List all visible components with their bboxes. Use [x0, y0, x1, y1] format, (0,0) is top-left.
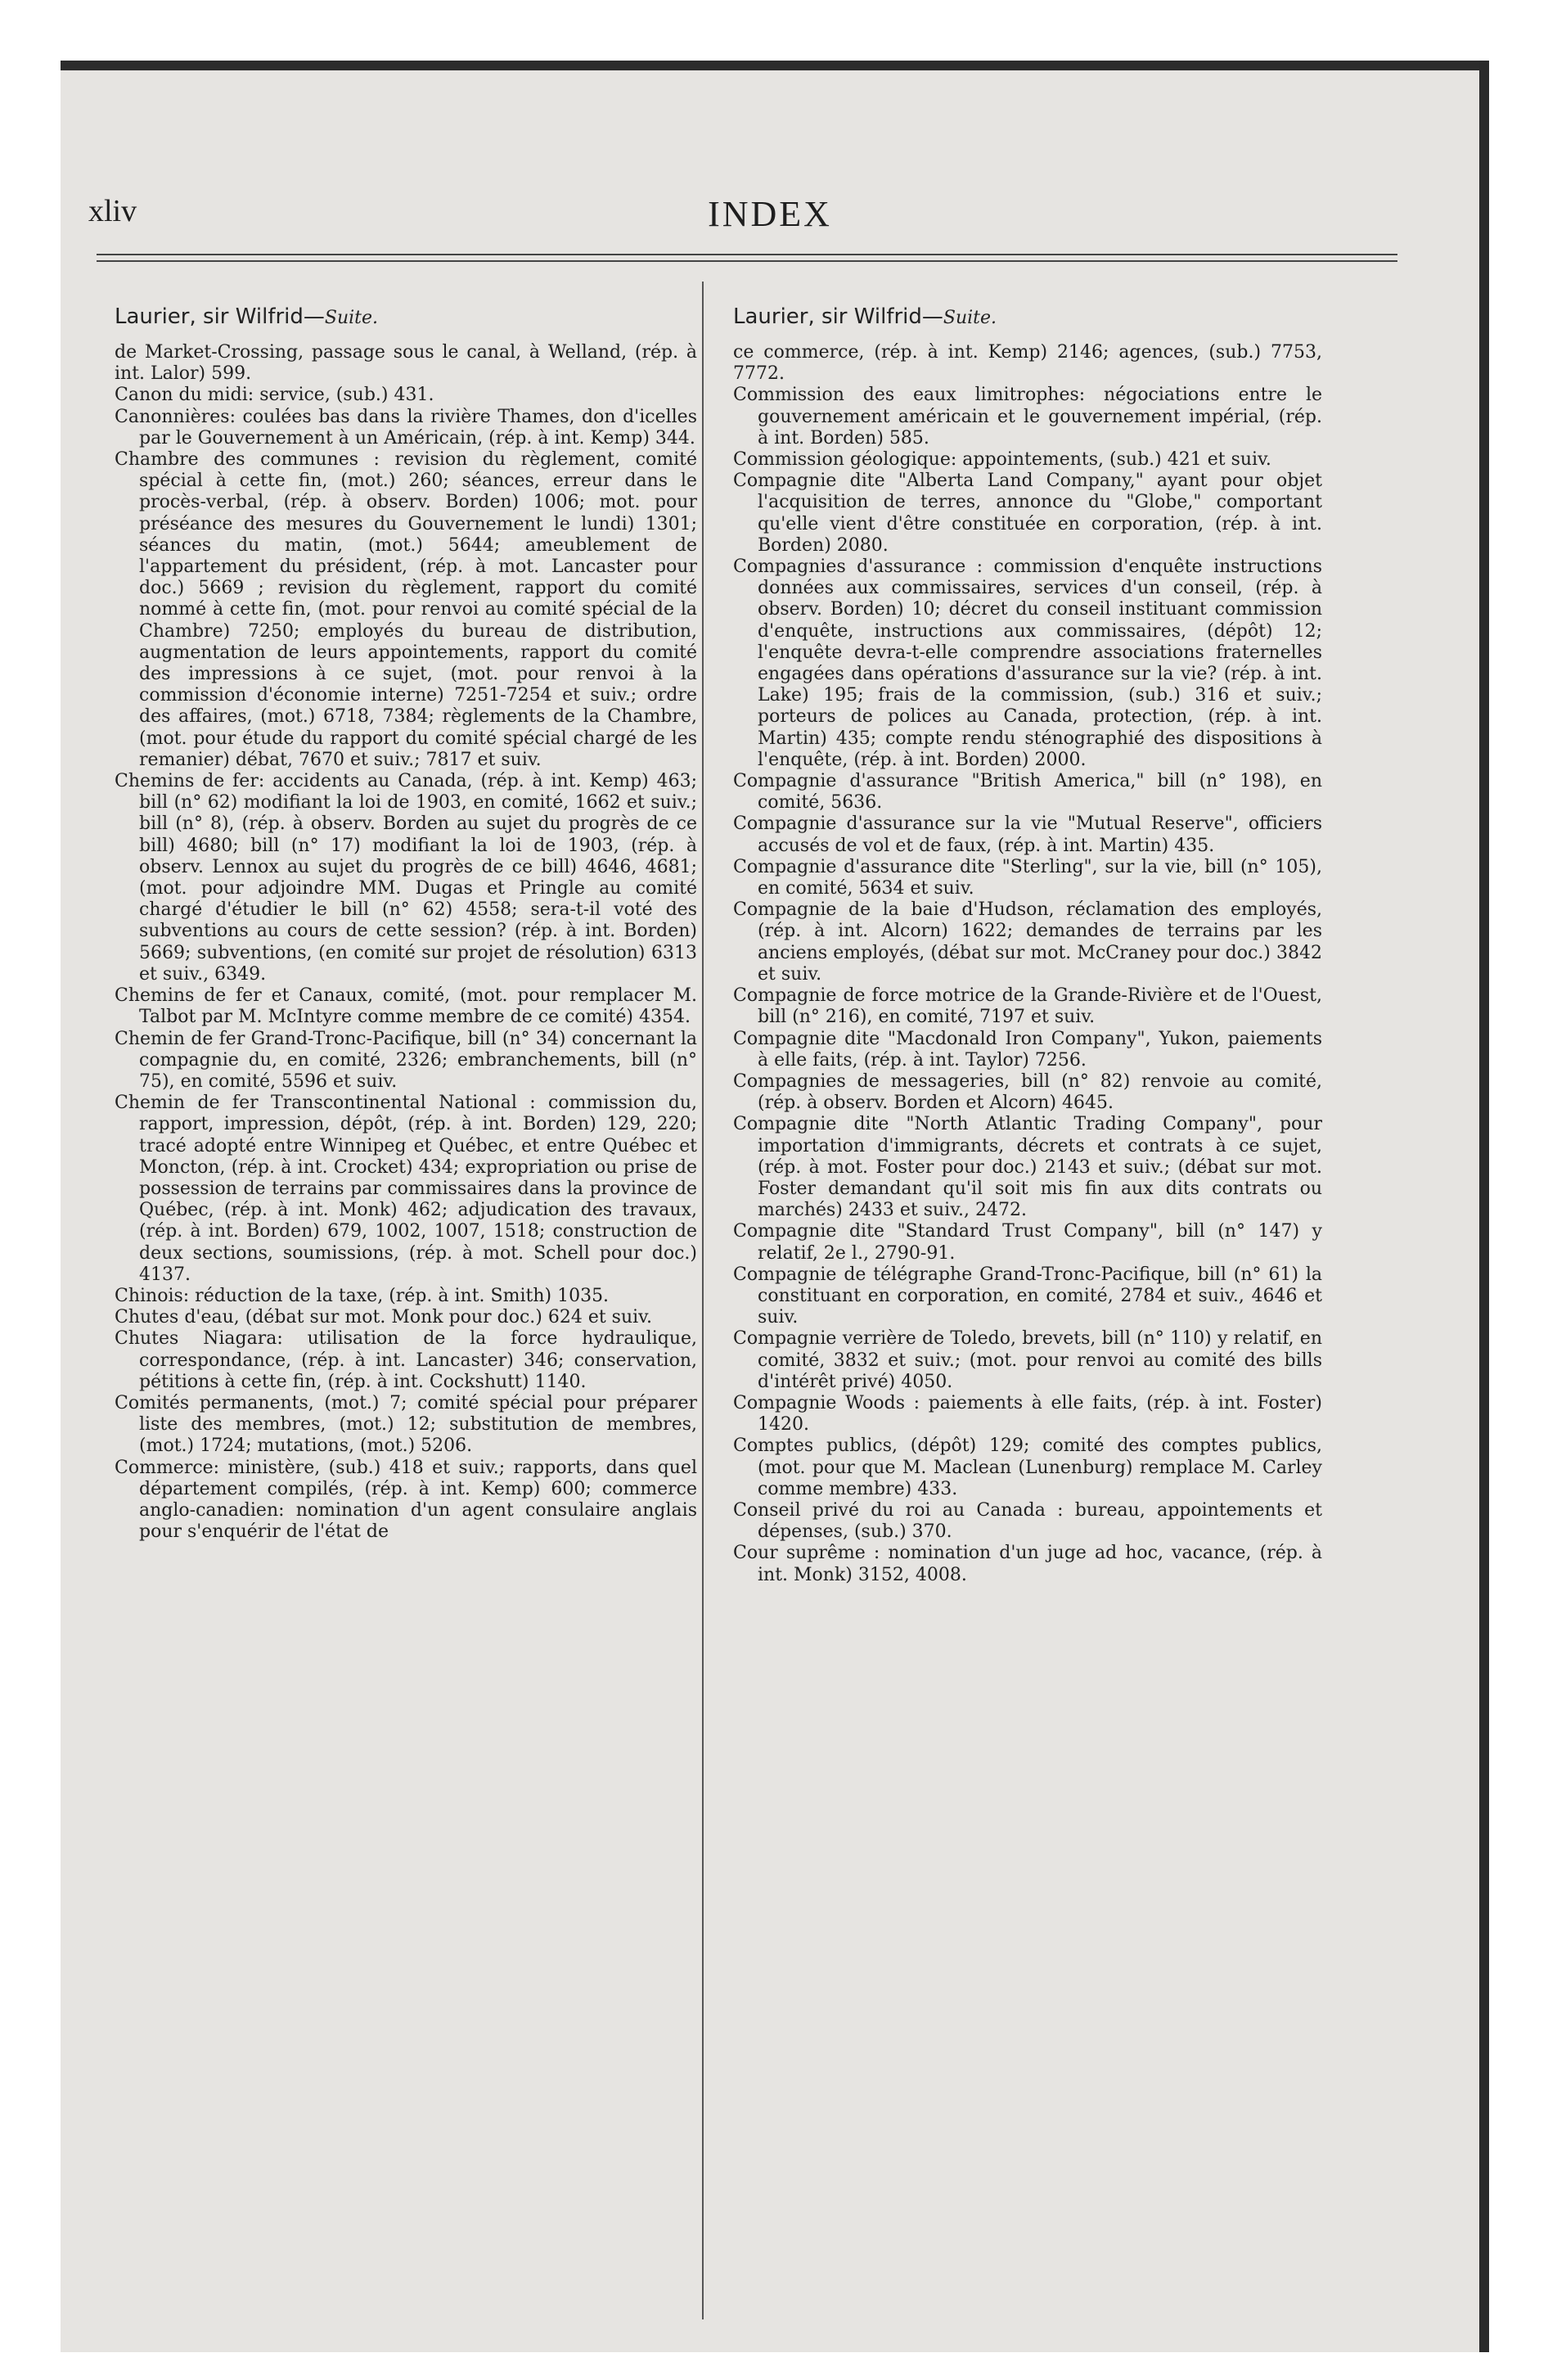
page-header: [61, 193, 1479, 250]
page-number: xliv: [88, 194, 137, 228]
heading-suite: Suite.: [324, 308, 379, 328]
index-entry: Chemins de fer et Canaux, comité, (mot. pour remplacer M. Talbot par M. McIntyre comme membre de ce comité) 4354.: [115, 985, 697, 1028]
index-entry: Compagnie dite "Alberta Land Company," ayant pour objet l'acquisition de terres, annonce du "Globe," comportant qu'elle vient d'être constituée en corporation, (rép. à int. Borden) 2080.: [733, 471, 1322, 556]
index-entry: Chemin de fer Transcontinental National : commission du, rapport, impression, dépôt, (rép. à int. Borden) 129, 220; tracé adopté entre Winnipeg et Québec, et entre Québec et Moncton, (rép. à int. Crocket) 434; expropriation ou prise de possession de terrains par commissaires dans la province de Québec, (rép. à int. Monk) 462; adjudication des travaux, (rép. à int. Borden) 679, 1002, 1007, 1518; construction de deux sections, soumissions, (rép. à mot. Schell pour doc.) 4137.: [115, 1093, 697, 1285]
index-entry: Comptes publics, (dépôt) 129; comité des comptes publics, (mot. pour que M. Maclean (Lunenburg) remplace M. Carley comme membre) 433.: [733, 1436, 1322, 1499]
heading-name: Laurier, sir Wilfrid—: [733, 304, 943, 329]
index-entry: Commission géologique: appointements, (sub.) 421 et suiv.: [733, 449, 1271, 471]
index-entry: Compagnies de messageries, bill (n° 82) renvoie au comité, (rép. à observ. Borden et Alcorn) 4645.: [733, 1071, 1322, 1114]
right-column: [733, 304, 1322, 1586]
index-entry: Compagnie dite "Macdonald Iron Company", Yukon, paiements à elle faits, (rép. à int. Taylor) 7256.: [733, 1028, 1322, 1071]
index-entry: Compagnie dite "North Atlantic Trading Company", pour importation d'immigrants, décrets et contrats à ce sujet, (rép. à mot. Foster pour doc.) 2143 et suiv.; (débat sur mot. Foster demandant qu'il soit mis fin aux dits contrats ou marchés) 2433 et suiv., 2472.: [733, 1114, 1322, 1221]
index-entry: Compagnie d'assurance "British America," bill (n° 198), en comité, 5636.: [733, 771, 1322, 814]
index-entry: Compagnie verrière de Toledo, brevets, bill (n° 110) y relatif, en comité, 3832 et suiv.; (mot. pour renvoi au comité des bills d'intérêt privé) 4050.: [733, 1328, 1322, 1392]
index-entry: Compagnie de télégraphe Grand-Tronc-Pacifique, bill (n° 61) la constituant en corporation, en comité, 2784 et suiv., 4646 et suiv.: [733, 1264, 1322, 1328]
index-entry: Compagnies d'assurance : commission d'enquête instructions données aux commissaires, services d'un conseil, (rép. à observ. Borden) 10; décret du conseil instituant commission d'enquête, instructions aux commissaires, (dépôt) 12; l'enquête devra-t-elle comprendre associations fraternelles engagées dans opérations d'assurance sur la vie? (rép. à int. Lake) 195; frais de la commission, (sub.) 316 et suiv.; porteurs de polices au Canada, protection, (rép. à int. Martin) 435; compte rendu sténographié des dispositions à l'enquête, (rép. à int. Borden) 2000.: [733, 557, 1322, 770]
index-entry: Chemin de fer Grand-Tronc-Pacifique, bill (n° 34) concernant la compagnie du, en comité, 2326; embranchements, bill (n° 75), en comité, 5596 et suiv.: [115, 1028, 697, 1092]
index-entry: Commerce: ministère, (sub.) 418 et suiv.; rapports, dans quel département compilés, (rép. à int. Kemp) 600; commerce anglo-canadien: nomination d'un agent consulaire anglais pour s'enquérir de l'état de: [115, 1457, 697, 1543]
right-border-bar: [1479, 61, 1489, 2352]
page-title: INDEX: [708, 194, 832, 234]
left-entries: [115, 342, 697, 1543]
index-entry: Canon du midi: service, (sub.) 431.: [115, 385, 434, 406]
index-entry: Comités permanents, (mot.) 7; comité spécial pour préparer liste des membres, (mot.) 12; substitution de membres, (mot.) 1724; mutations, (mot.) 5206.: [115, 1392, 697, 1457]
left-column: [115, 304, 697, 1543]
heading-suite: Suite.: [943, 308, 997, 328]
right-entries: [733, 342, 1322, 1586]
index-entry: Chutes d'eau, (débat sur mot. Monk pour doc.) 624 et suiv.: [115, 1307, 652, 1328]
top-border-bar: [61, 61, 1487, 70]
index-entry: Chambre des communes : revision du règlement, comité spécial à cette fin, (mot.) 260; séances, erreur dans le procès-verbal, (rép. à observ. Borden) 1006; mot. pour préséance des mesures du Gouvernement le lundi) 1301; séances du matin, (mot.) 5644; ameublement de l'appartement du président, (rép. à mot. Lancaster pour doc.) 5669 ; revision du règlement, rapport du comité nommé à cette fin, (mot. pour renvoi au comité spécial de la Chambre) 7250; employés du bureau de distribution, augmentation de leurs appointements, rapport du comité des impressions à ce sujet, (mot. pour renvoi à la commission d'économie interne) 7251-7254 et suiv.; ordre des affaires, (mot.) 6718, 7384; règlements de la Chambre, (mot. pour étude du rapport du comité spécial chargé de les remanier) débat, 7670 et suiv.; 7817 et suiv.: [115, 449, 697, 770]
header-rule-bottom: [97, 260, 1397, 262]
index-entry: ce commerce, (rép. à int. Kemp) 2146; agences, (sub.) 7753, 7772.: [733, 342, 1322, 385]
index-entry: Conseil privé du roi au Canada : bureau, appointements et dépenses, (sub.) 370.: [733, 1499, 1322, 1543]
index-entry: Commission des eaux limitrophes: négociations entre le gouvernement américain et le gouvernement impérial, (rép. à int. Borden) 585.: [733, 385, 1322, 449]
left-column-heading: [115, 304, 697, 329]
index-entry: Compagnie dite "Standard Trust Company", bill (n° 147) y relatif, 2e l., 2790-91.: [733, 1221, 1322, 1264]
index-entry: Compagnie de la baie d'Hudson, réclamation des employés, (rép. à int. Alcorn) 1622; demandes de terrains par les anciens employés, (débat sur mot. McCraney pour doc.) 3842 et suiv.: [733, 899, 1322, 985]
index-entry: Compagnie de force motrice de la Grande-Rivière et de l'Ouest, bill (n° 216), en comité, 7197 et suiv.: [733, 985, 1322, 1028]
index-entry: de Market-Crossing, passage sous le canal, à Welland, (rép. à int. Lalor) 599.: [115, 342, 697, 385]
index-entry: Chutes Niagara: utilisation de la force hydraulique, correspondance, (rép. à int. Lancaster) 346; conservation, pétitions à cette fin, (rép. à int. Cockshutt) 1140.: [115, 1328, 697, 1392]
index-entry: Cour suprême : nomination d'un juge ad hoc, vacance, (rép. à int. Monk) 3152, 4008.: [733, 1543, 1322, 1585]
index-entry: Chinois: réduction de la taxe, (rép. à int. Smith) 1035.: [115, 1285, 610, 1306]
index-entry: Canonnières: coulées bas dans la rivière Thames, don d'icelles par le Gouvernement à un Américain, (rép. à int. Kemp) 344.: [115, 406, 697, 449]
header-rule-top: [97, 254, 1397, 255]
heading-name: Laurier, sir Wilfrid—: [115, 304, 325, 329]
index-entry: Compagnie d'assurance dite "Sterling", sur la vie, bill (n° 105), en comité, 5634 et suiv.: [733, 856, 1322, 899]
document-page: [61, 70, 1479, 2352]
right-column-heading: [733, 304, 1322, 329]
index-entry: Compagnie d'assurance sur la vie "Mutual Reserve", officiers accusés de vol et de faux, (rép. à int. Martin) 435.: [733, 814, 1322, 856]
index-entry: Chemins de fer: accidents au Canada, (rép. à int. Kemp) 463; bill (n° 62) modifiant la loi de 1903, en comité, 1662 et suiv.; bill (n° 8), (rép. à observ. Borden au sujet du progrès de ce bill) 4680; bill (n° 17) modifiant la loi de 1903, (rép. à observ. Lennox au sujet du progrès de ce bill) 4646, 4681; (mot. pour adjoindre MM. Dugas et Pringle au comité chargé d'étudier le bill (n° 62) 4558; sera-t-il voté des subventions au cours de cette session? (rép. à int. Borden) 5669; subventions, (en comité sur projet de résolution) 6313 et suiv., 6349.: [115, 771, 697, 985]
index-entry: Compagnie Woods : paiements à elle faits, (rép. à int. Foster) 1420.: [733, 1392, 1322, 1436]
column-divider: [702, 282, 704, 2319]
